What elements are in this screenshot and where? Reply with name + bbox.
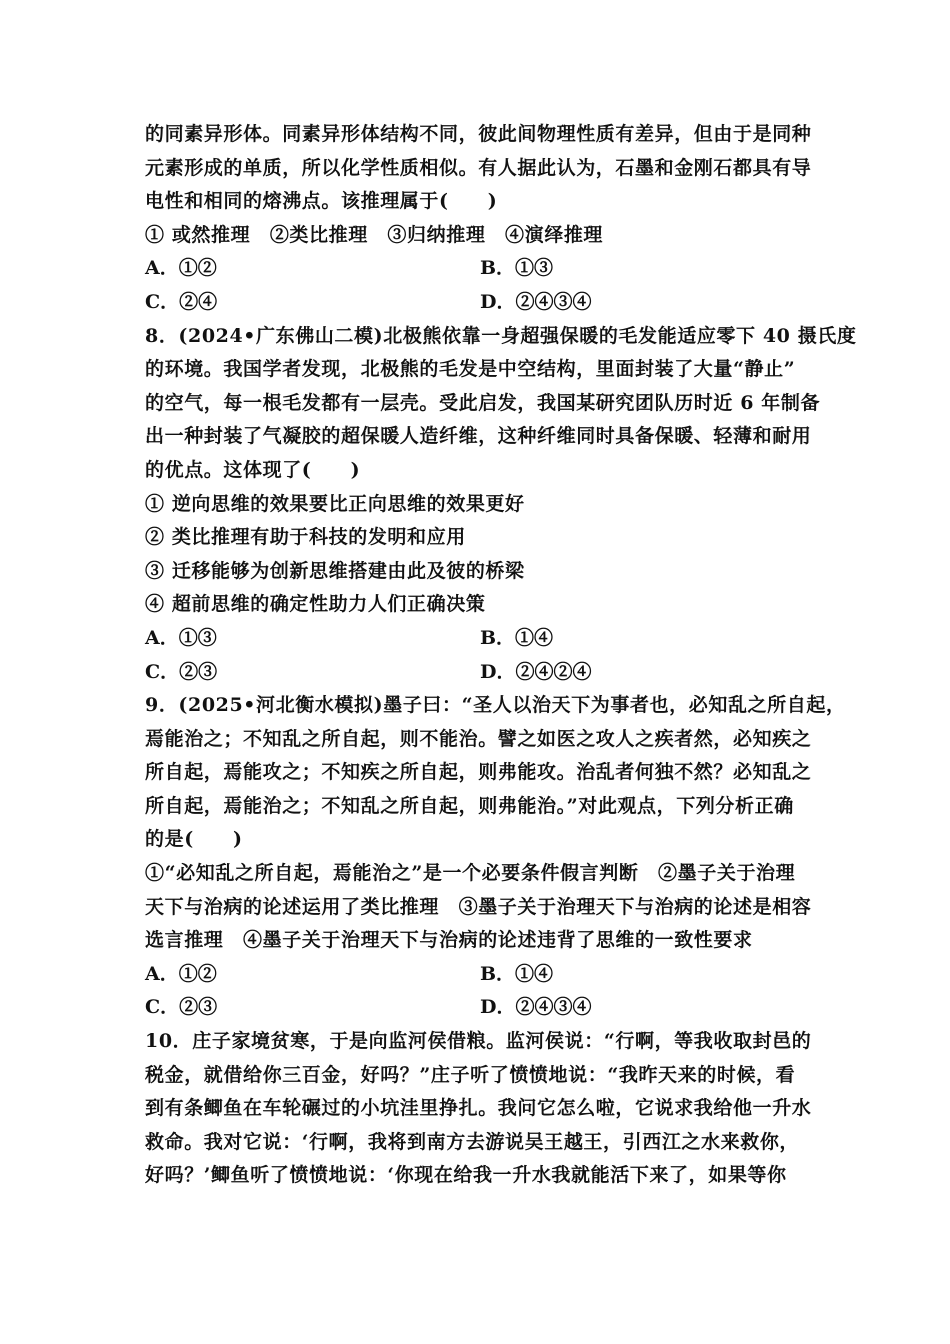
q8-statement-1: ① 逆向思维的效果要比正向思维的效果更好 — [145, 492, 525, 515]
q9-statement-line-2: 天下与治病的论述运用了类比推理 ③墨子关于治理天下与治病的论述是相容 — [145, 895, 812, 918]
q7-stem-line-3: 电性和相同的熔沸点。该推理属于( ) — [145, 190, 498, 213]
q9-option-a: A．①② — [145, 962, 217, 985]
q8-option-d: D．②④②④ — [480, 660, 592, 683]
q7-statements: ① 或然推理 ②类比推理 ③归纳推理 ④演绎推理 — [145, 223, 604, 246]
q9-option-b: B．①④ — [480, 962, 554, 985]
q9-statement-line-1: ①“必知乱之所自起，焉能治之”是一个必要条件假言判断 ②墨子关于治理 — [145, 862, 796, 885]
q8-stem-line-1: 8．(2024•广东佛山二模)北极熊依靠一身超强保暖的毛发能适应零下 40 摄氏度 — [145, 324, 857, 347]
q9-statement-line-3: 选言推理 ④墨子关于治理天下与治病的论述违背了思维的一致性要求 — [145, 929, 753, 952]
q8-statement-3: ③ 迁移能够为创新思维搭建由此及彼的桥梁 — [145, 559, 525, 582]
q7-options-row-2 — [145, 286, 825, 320]
document-page — [145, 118, 857, 1193]
q10-stem-line-2: 税金，就借给你三百金，好吗？”庄子听了愤愤地说：“我昨天来的时候，看 — [145, 1063, 796, 1086]
q9-option-d: D．②④③④ — [480, 996, 592, 1019]
q8-statement-4: ④ 超前思维的确定性助力人们正确决策 — [145, 593, 486, 616]
q9-stem-line-3: 所自起，焉能攻之；不知疾之所自起，则弗能攻。治乱者何独不然？必知乱之 — [145, 761, 812, 784]
q8-stem-line-5: 的优点。这体现了( ) — [145, 458, 361, 481]
q10-stem-line-3: 到有条鲫鱼在车轮碾过的小坑洼里挣扎。我问它怎么啦，它说求我给他一升水 — [145, 1097, 812, 1120]
q9-stem-line-1: 9．(2025•河北衡水模拟)墨子曰：“圣人以治天下为事者也，必知乱之所自起， — [145, 694, 846, 717]
q9-stem-line-4: 所自起，焉能治之；不知乱之所自起，则弗能治。”对此观点，下列分析正确 — [145, 794, 794, 817]
q7-option-c: C．②④ — [145, 290, 218, 313]
q8-options-row-2 — [145, 656, 825, 690]
q9-options-row-1 — [145, 958, 825, 992]
q9-stem-line-2: 焉能治之；不知乱之所自起，则不能治。譬之如医之攻人之疾者然，必知疾之 — [145, 727, 812, 750]
q8-stem-line-3: 的空气，每一根毛发都有一层壳。受此启发，我国某研究团队历时近 6 年制备 — [145, 391, 821, 414]
q7-stem-line-2: 元素形成的单质，所以化学性质相似。有人据此认为，石墨和金刚石都具有导 — [145, 156, 812, 179]
q7-stem-line-1: 的同素异形体。同素异形体结构不同，彼此间物理性质有差异，但由于是同种 — [145, 123, 812, 145]
q10-stem-line-5: 好吗？’鲫鱼听了愤愤地说：‘你现在给我一升水我就能活下来了，如果等你 — [145, 1164, 787, 1187]
q9-options-row-2 — [145, 991, 825, 1025]
q8-option-b: B．①④ — [480, 626, 554, 649]
q8-stem-line-4: 出一种封装了气凝胶的超保暖人造纤维，这种纤维同时具备保暖、轻薄和耐用 — [145, 425, 812, 448]
q7-option-d: D．②④③④ — [480, 290, 592, 313]
q10-stem-line-4: 救命。我对它说：‘行啊，我将到南方去游说吴王越王，引西江之水来救你， — [145, 1130, 800, 1153]
q8-option-c: C．②③ — [145, 660, 218, 683]
q8-statement-2: ② 类比推理有助于科技的发明和应用 — [145, 526, 466, 549]
q8-stem-line-2: 的环境。我国学者发现，北极熊的毛发是中空结构，里面封装了大量“静止” — [145, 358, 796, 381]
q9-option-c: C．②③ — [145, 996, 218, 1019]
q8-option-a: A．①③ — [145, 626, 217, 649]
q7-option-b: B．①③ — [480, 257, 554, 280]
q8-options-row-1 — [145, 622, 825, 656]
q7-option-a: A．①② — [145, 257, 217, 280]
q10-stem-line-1: 10．庄子家境贫寒，于是向监河侯借粮。监河侯说：“行啊，等我收取封邑的 — [145, 1030, 812, 1053]
q9-stem-line-5: 的是( ) — [145, 828, 243, 851]
q7-options-row-1 — [145, 252, 825, 286]
